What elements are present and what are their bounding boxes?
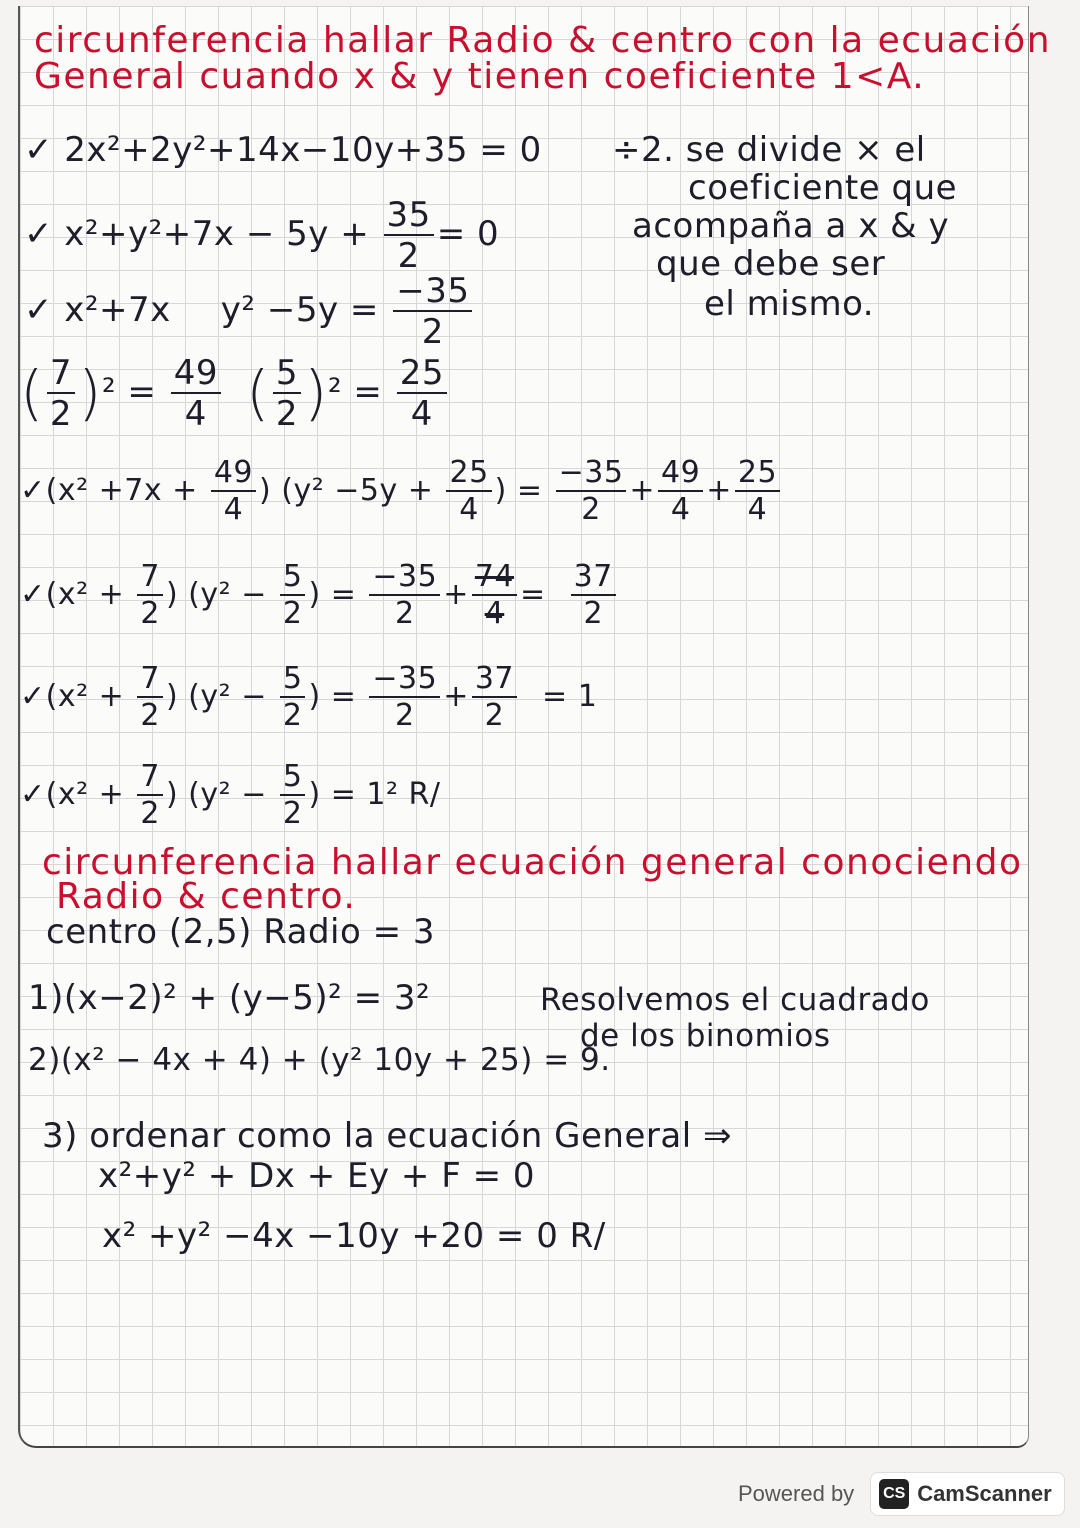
s6-b: ) (y² − [165, 679, 277, 714]
step3-b: y² −5y = [220, 290, 391, 330]
s6-a: ✓(x² + [20, 679, 135, 714]
powered-by-text: Powered by [738, 1481, 855, 1506]
s6-plus: + [443, 679, 469, 714]
s5-f2 [280, 559, 306, 631]
s4-f1 [211, 455, 256, 527]
s7-f1d: 2 [140, 796, 160, 831]
s5-f3n: −35 [369, 562, 440, 596]
s4-f3n: −35 [556, 458, 627, 492]
notebook-page [18, 6, 1052, 1448]
s4-f5 [735, 455, 780, 527]
step7-equation [20, 759, 441, 831]
s4-f3 [556, 455, 627, 527]
s5-f3d: 2 [395, 596, 415, 631]
s5-eq: = [520, 577, 546, 612]
c2-rnum: 25 [397, 356, 447, 394]
s4-plus2: + [706, 473, 732, 508]
s5-f5d: 2 [583, 596, 604, 631]
s5-f1d: 2 [140, 596, 160, 631]
c1-eq: ² = [101, 372, 168, 412]
step1-text: ✓ 2x²+2y²+14x−10y+35 = 0 [24, 130, 542, 170]
s6-f2 [280, 661, 306, 733]
s6-f2n: 5 [280, 664, 306, 698]
s5-f1n: 7 [137, 562, 163, 596]
c1-fraction [47, 353, 75, 434]
step2-frac-num: 35 [384, 198, 434, 236]
camscanner-watermark [738, 1472, 1065, 1516]
s6-result: = 1 [542, 679, 598, 714]
s6-f3n: −35 [369, 664, 440, 698]
s4-f4n: 49 [658, 458, 703, 492]
camscanner-logo-icon: CS [879, 1479, 909, 1509]
s5-a: ✓(x² + [20, 577, 135, 612]
s5-c: ) = [308, 577, 367, 612]
s6-f1n: 7 [137, 664, 163, 698]
s5-f4n: 74 [472, 562, 517, 596]
note-line3: acompaña a x & y [632, 206, 950, 246]
c2-result [397, 353, 447, 434]
note-line4: que debe ser [656, 244, 886, 284]
s6-f4 [472, 661, 517, 733]
step4-equation [20, 455, 783, 527]
s7-f2n: 5 [280, 762, 306, 796]
s5-f1 [137, 559, 163, 631]
section2-step2: 2)(x² − 4x + 4) + (y² 10y + 25) = 9. [28, 1042, 611, 1078]
s5-b: ) (y² − [165, 577, 277, 612]
s5-f2n: 5 [280, 562, 306, 596]
step3-frac-num: −35 [393, 274, 472, 312]
c1-den: 2 [49, 394, 73, 434]
s5-f5n: 37 [571, 562, 616, 596]
note-line5: el mismo. [704, 284, 875, 324]
s5-plus: + [443, 577, 469, 612]
s5-f2d: 2 [282, 596, 303, 631]
s5-f4d: 4 [484, 596, 505, 631]
c2-eq: ² = [327, 372, 394, 412]
c1-num: 7 [47, 356, 75, 394]
s5-f3 [369, 559, 440, 631]
c1-rnum: 49 [171, 356, 221, 394]
s7-f1 [137, 759, 163, 831]
c2-rden: 4 [410, 394, 433, 434]
s6-f2d: 2 [282, 698, 303, 733]
s7-f2d: 2 [282, 796, 303, 831]
step3-equation [24, 271, 475, 352]
s4-f3d: 2 [581, 492, 601, 527]
section2-title-line1: circunferencia hallar ecuación general conociendo [42, 842, 1023, 883]
s4-f5d: 4 [747, 492, 768, 527]
c2-num: 5 [273, 356, 301, 394]
note-line1: ÷2. se divide × el [612, 130, 926, 170]
s6-f3 [369, 661, 440, 733]
section1-title-line2: General cuando x & y tienen coeficiente 1<A. [34, 56, 926, 97]
step2-fraction [384, 195, 434, 276]
step5-equation [20, 559, 619, 631]
note-line2: coeficiente que [688, 168, 958, 208]
general-form: x²+y² + Dx + Ey + F = 0 [98, 1156, 535, 1196]
camscanner-badge [870, 1472, 1065, 1516]
s4-f1n: 49 [211, 458, 256, 492]
s4-a: ✓(x² +7x + [20, 473, 208, 508]
s4-f4d: 4 [670, 492, 691, 527]
s6-f4n: 37 [472, 664, 517, 698]
step1-equation [24, 130, 542, 170]
step3-a: ✓ x²+7x [24, 290, 171, 330]
section2-step1-note2: de los binomios [580, 1018, 831, 1054]
s7-f2 [280, 759, 306, 831]
s4-b: ) (y² −5y + [259, 473, 444, 508]
s6-f4d: 2 [484, 698, 505, 733]
section2-step1-note: Resolvemos el cuadrado [540, 982, 930, 1018]
completing-square-row: ( $\frac{7}{2}$ )² = $\frac{49}{4}$ ( $\frac{5}{2}$ )² = $\frac{25}{4}$ [20, 356, 450, 431]
s7-f1n: 7 [137, 762, 163, 796]
given-data: centro (2,5) Radio = 3 [46, 912, 436, 952]
step6-equation [20, 661, 598, 733]
s4-f4 [658, 455, 703, 527]
s6-f1 [137, 661, 163, 733]
camscanner-brand-name: CamScanner [917, 1481, 1052, 1506]
c1-rden: 4 [184, 394, 207, 434]
step2-equation [24, 195, 500, 276]
s7-b: ) (y² − [165, 777, 277, 812]
c2-den: 2 [275, 394, 299, 434]
s7-c: ) = 1² R/ [308, 777, 441, 812]
s4-f2n: 25 [446, 458, 491, 492]
s7-a: ✓(x² + [20, 777, 135, 812]
s6-f3d: 2 [395, 698, 415, 733]
c1-result [171, 353, 221, 434]
s4-f1d: 4 [223, 492, 244, 527]
s6-c: ) = [308, 679, 367, 714]
step2-frac-den: 2 [397, 236, 420, 276]
step2-pre: ✓ x²+y²+7x − 5y + [24, 214, 381, 254]
s6-f1d: 2 [140, 698, 160, 733]
step3-frac-den: 2 [421, 312, 444, 352]
s5-f4 [472, 559, 517, 631]
step3-fraction [393, 271, 472, 352]
s4-f2 [446, 455, 491, 527]
s4-f5n: 25 [735, 458, 780, 492]
s4-c: ) = [494, 473, 553, 508]
s5-f5 [571, 559, 616, 631]
section2-title-line2: Radio & centro. [56, 876, 357, 917]
section1-title-line1: circunferencia hallar Radio & centro con la ecuación [34, 20, 1052, 61]
final-answer: x² +y² −4x −10y +20 = 0 R/ [102, 1216, 606, 1256]
c2-fraction [273, 353, 301, 434]
s4-plus: + [629, 473, 656, 508]
section2-step1: 1)(x−2)² + (y−5)² = 3² [28, 978, 431, 1018]
s4-f2d: 4 [459, 492, 479, 527]
step2-post: = 0 [436, 214, 500, 254]
section2-step3: 3) ordenar como la ecuación General ⇒ [42, 1116, 732, 1156]
